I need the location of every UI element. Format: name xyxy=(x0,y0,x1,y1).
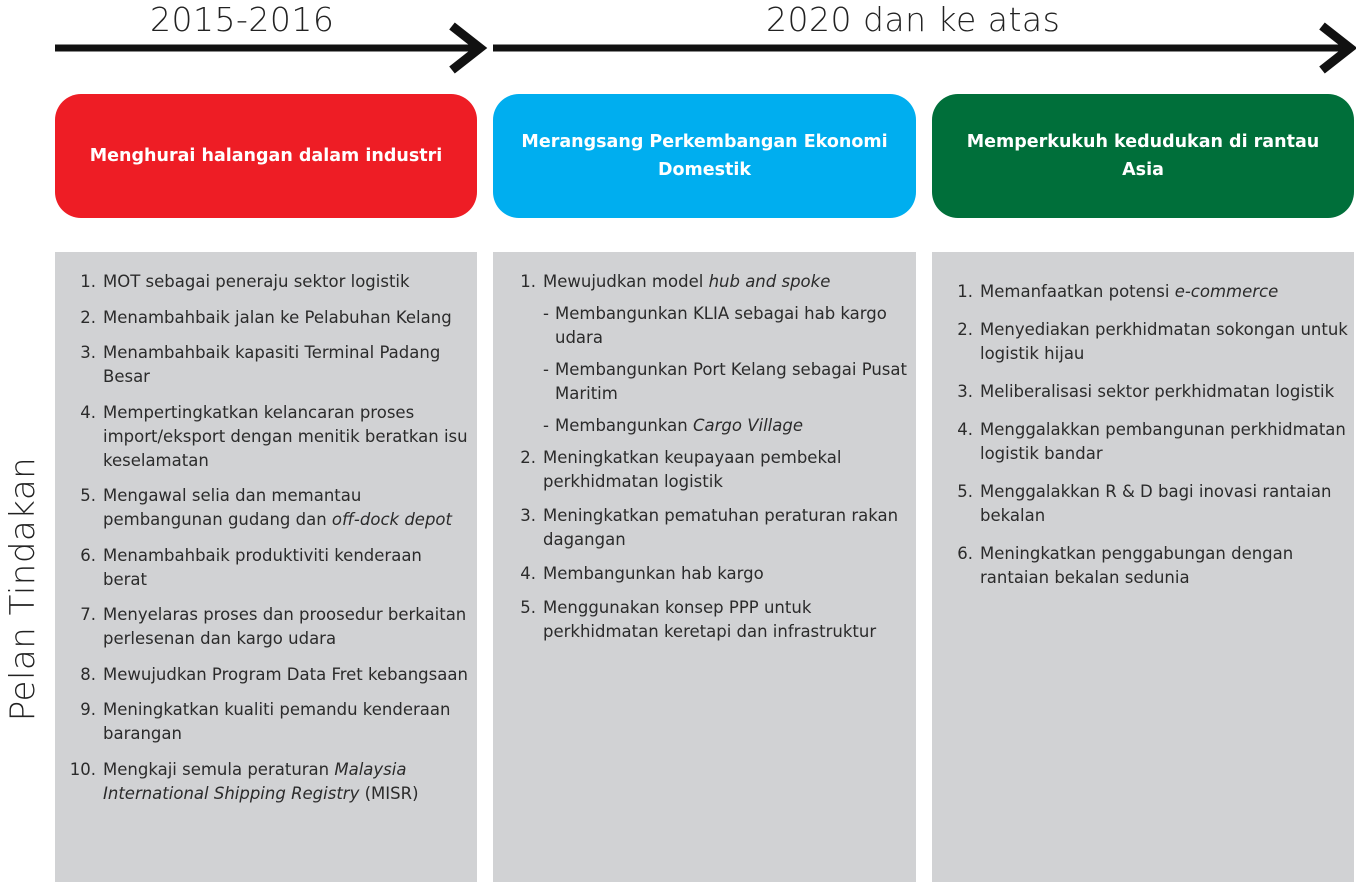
item-number: 2. xyxy=(957,320,973,339)
item-number: 5. xyxy=(520,598,536,617)
item-text: Menambahbaik jalan ke Pelabuhan Kelang xyxy=(103,307,452,327)
item-number: 3. xyxy=(520,506,536,525)
list-item xyxy=(59,698,471,746)
item-number: 1. xyxy=(520,272,536,291)
item-text-block xyxy=(543,270,910,294)
item-text: Membangunkan KLIA sebagai hab kargo udara xyxy=(555,304,887,347)
item-text: MOT sebagai peneraju sektor logistik xyxy=(103,272,410,291)
item-text: Menambahbaik kapasiti Terminal Padang Besar xyxy=(103,343,441,386)
dash-bullet: - xyxy=(543,304,549,323)
header-box-2 xyxy=(493,94,916,218)
item-text-block xyxy=(543,562,910,586)
list-item xyxy=(59,758,471,806)
item-text: Memanfaatkan potensi xyxy=(980,282,1175,301)
item-text-block xyxy=(103,758,471,806)
item-text: Mengawal selia dan memantau pembangunan gudang dan xyxy=(103,486,362,529)
item-number: 2. xyxy=(80,307,96,327)
item-text: Menggalakkan R & D bagi inovasi rantaian bekalan xyxy=(980,482,1332,525)
item-text: Membangunkan hab kargo xyxy=(543,564,764,583)
item-number: 5. xyxy=(957,482,973,501)
list-item xyxy=(59,401,471,473)
item-text-block xyxy=(103,306,471,330)
period-label-2015-2016: 2015-2016 xyxy=(150,0,335,39)
item-text-block xyxy=(103,270,471,294)
item-number: 4. xyxy=(80,402,96,422)
list-item xyxy=(59,484,471,532)
item-text: Mempertingkatkan kelancaran proses import/eksport dengan menitik beratkan isu keselamatan xyxy=(103,402,468,470)
sub-item-text-block xyxy=(555,302,910,350)
item-number: 1. xyxy=(957,282,973,301)
item-text-block xyxy=(980,280,1350,304)
item-text-block xyxy=(103,544,471,592)
header-title-2: Merangsang Perkembangan Ekonomi Domestik xyxy=(521,132,888,180)
list-item xyxy=(59,544,471,592)
item-text-block xyxy=(543,504,910,552)
item-text-block xyxy=(543,596,910,644)
list-item xyxy=(503,270,910,294)
item-number: 9. xyxy=(80,700,96,719)
item-text: Meningkatkan penggabungan dengan rantaian bekalan sedunia xyxy=(980,544,1294,587)
item-text-block xyxy=(103,401,471,473)
item-number: 10. xyxy=(69,759,96,779)
item-number: 4. xyxy=(520,564,536,583)
item-text: Menggalakkan pembangunan perkhidmatan logistik bandar xyxy=(980,420,1346,463)
item-number: 8. xyxy=(80,664,96,684)
item-text-block xyxy=(103,484,471,532)
list-item xyxy=(940,280,1350,304)
item-text: Mewujudkan Program Data Fret kebangsaan xyxy=(103,664,468,684)
header-title-1: Menghurai halangan dalam industri xyxy=(89,146,443,166)
item-text-block xyxy=(980,542,1350,590)
list-item xyxy=(59,306,471,330)
period-label-2020-onwards: 2020 dan ke atas xyxy=(766,0,1061,39)
item-text: Meningkatkan kualiti pemandu kenderaan barangan xyxy=(103,700,451,743)
item-text: Meningkatkan keupayaan pembekal perkhidmatan logistik xyxy=(543,448,842,491)
item-text: Mewujudkan model xyxy=(543,272,709,291)
item-text-block xyxy=(103,341,471,389)
sub-item-text-block xyxy=(555,358,910,406)
item-number: 7. xyxy=(80,605,96,624)
item-text-block xyxy=(543,446,910,494)
item-text: Menyelaras proses dan proosedur berkaitan perlesenan dan kargo udara xyxy=(103,605,467,648)
list-item xyxy=(940,480,1350,528)
list-item xyxy=(503,504,910,552)
item-number: 3. xyxy=(957,382,973,401)
dash-bullet: - xyxy=(543,360,549,379)
item-text: Meliberalisasi sektor perkhidmatan logistik xyxy=(980,382,1335,401)
item-number: 5. xyxy=(80,486,96,505)
item-text-block xyxy=(980,318,1350,366)
dash-bullet: - xyxy=(543,416,549,435)
side-label-pelan-tindakan: Pelan Tindakan xyxy=(3,456,43,722)
item-text-block xyxy=(980,380,1350,404)
item-number: 6. xyxy=(957,544,973,563)
item-text: Menyediakan perkhidmatan sokongan untuk logistik hijau xyxy=(980,320,1348,363)
item-text-italic: e-commerce xyxy=(1174,282,1279,301)
sub-item-text-block xyxy=(555,414,910,438)
list-item xyxy=(59,663,471,687)
list-item xyxy=(503,446,910,494)
item-text-block xyxy=(103,663,471,687)
item-text-italic: off-dock depot xyxy=(331,510,452,529)
item-text-italic: Cargo Village xyxy=(692,416,803,435)
item-text: Membangunkan xyxy=(555,416,693,435)
item-number: 4. xyxy=(957,420,973,439)
list-item xyxy=(503,562,910,586)
list-item xyxy=(940,318,1350,366)
item-text: Membangunkan Port Kelang sebagai Pusat Maritim xyxy=(555,360,907,403)
item-text-italic: Malaysia International Shipping Registry xyxy=(103,759,407,803)
item-number: 6. xyxy=(80,545,96,565)
header-title-3: Memperkukuh kedudukan di rantau Asia xyxy=(966,132,1320,180)
item-number: 2. xyxy=(520,448,536,467)
item-text-italic: hub and spoke xyxy=(708,272,831,291)
sub-list-item xyxy=(543,302,910,350)
item-text: (MISR) xyxy=(359,783,419,803)
item-text-block xyxy=(103,603,471,651)
item-text-block xyxy=(980,480,1350,528)
list-item xyxy=(59,270,471,294)
list-item xyxy=(59,603,471,651)
action-list-column-2 xyxy=(493,252,916,882)
action-list-column-3 xyxy=(932,252,1354,882)
sub-list-item xyxy=(543,358,910,406)
list-item xyxy=(59,341,471,389)
timeline-arrows xyxy=(0,0,1356,90)
list-item xyxy=(503,596,910,644)
item-text-block xyxy=(103,698,471,746)
item-number: 3. xyxy=(80,343,96,362)
item-text-block xyxy=(980,418,1350,466)
list-item xyxy=(940,380,1350,404)
action-list-column-1 xyxy=(55,252,477,882)
item-number: 1. xyxy=(80,272,96,291)
item-text: Meningkatkan pematuhan peraturan rakan dagangan xyxy=(543,506,899,549)
header-box-1 xyxy=(55,94,477,218)
list-item xyxy=(940,542,1350,590)
item-text: Menambahbaik produktiviti kenderaan berat xyxy=(103,545,422,589)
sub-list-item xyxy=(543,414,910,438)
list-item xyxy=(940,418,1350,466)
item-text: Mengkaji semula peraturan xyxy=(103,759,335,779)
item-text: Menggunakan konsep PPP untuk perkhidmatan keretapi dan infrastruktur xyxy=(543,598,877,641)
header-box-3 xyxy=(932,94,1354,218)
